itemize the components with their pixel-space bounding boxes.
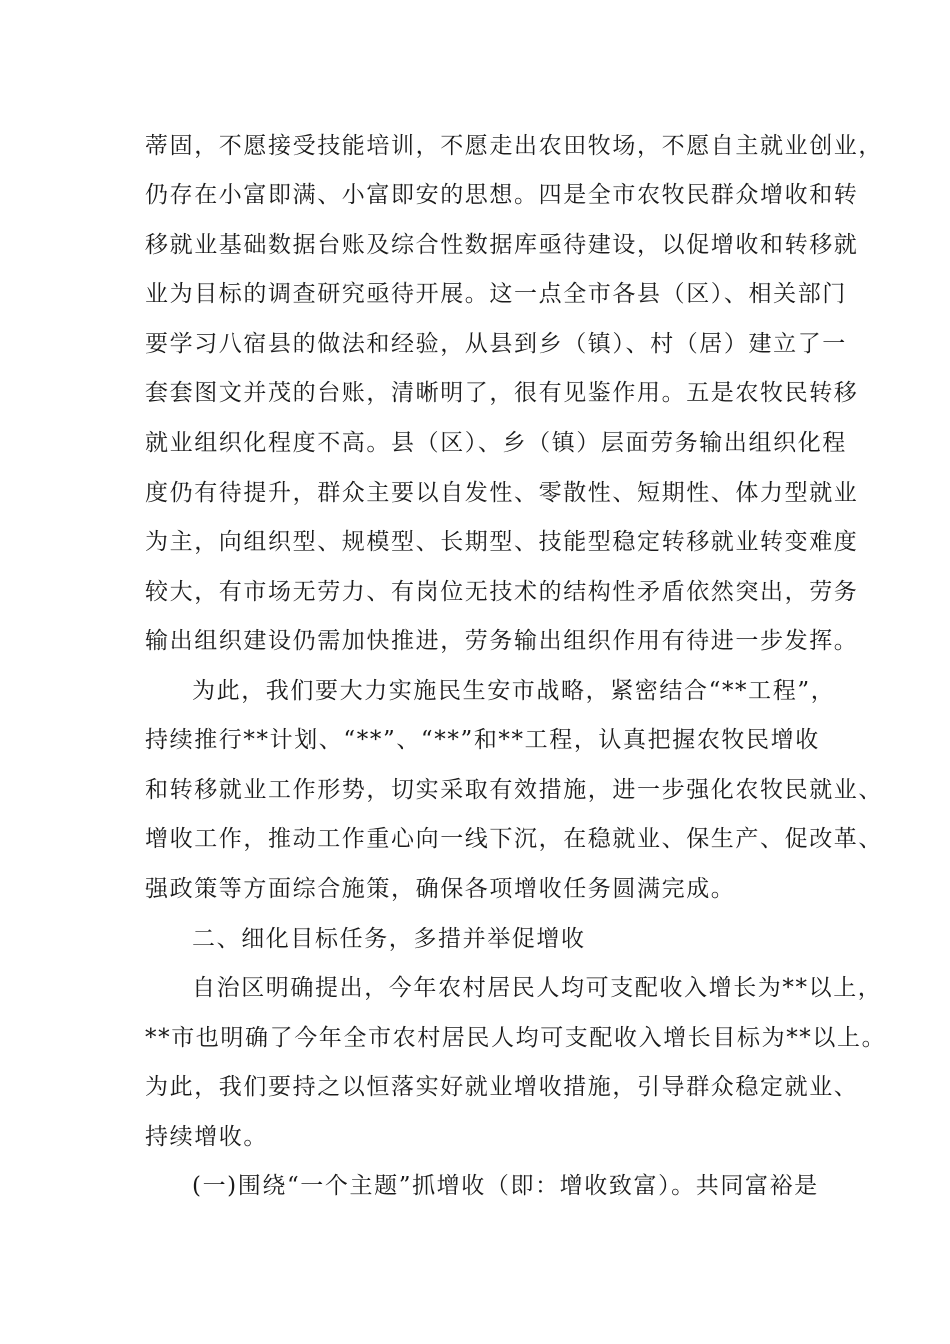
paragraph-line: 增收工作，推动工作重心向一线下沉，在稳就业、保生产、促改革、 bbox=[145, 826, 883, 852]
paragraph-line: 要学习八宿县的做法和经验，从县到乡（镇）、村（居）建立了一 bbox=[145, 331, 847, 357]
paragraph-line: 业为目标的调查研究亟待开展。这一点全市各县（区）、相关部门 bbox=[145, 281, 847, 307]
section-heading: 二、细化目标任务，多措并举促增收 bbox=[192, 926, 586, 952]
paragraph-line: 较大，有市场无劳力、有岗位无技术的结构性矛盾依然突出，劳务 bbox=[145, 579, 859, 605]
paragraph-line: 度仍有待提升，群众主要以自发性、零散性、短期性、体力型就业 bbox=[145, 480, 859, 506]
paragraph-line: 蒂固，不愿接受技能培训，不愿走出农田牧场，不愿自主就业创业， bbox=[145, 133, 883, 159]
paragraph-line: 持续推行**计划、“**”、“**”和**工程，认真把握农牧民增收 bbox=[145, 727, 820, 753]
paragraph-line: 为主，向组织型、规模型、长期型、技能型稳定转移就业转变难度 bbox=[145, 529, 859, 555]
paragraph-line: 套套图文并茂的台账，清晰明了，很有见鉴作用。五是农牧民转移 bbox=[145, 380, 859, 406]
paragraph-line: 持续增收。 bbox=[145, 1124, 268, 1150]
subsection-line: (一)围绕“一个主题”抓增收（即：增收致富）。共同富裕是 bbox=[192, 1173, 819, 1199]
paragraph-line: 强政策等方面综合施策，确保各项增收任务圆满完成。 bbox=[145, 876, 736, 902]
paragraph-line: 输出组织建设仍需加快推进，劳务输出组织作用有待进一步发挥。 bbox=[145, 628, 859, 654]
paragraph-line: 仍存在小富即满、小富即安的思想。四是全市农牧民群众增收和转 bbox=[145, 182, 859, 208]
paragraph-line: 移就业基础数据台账及综合性数据库亟待建设，以促增收和转移就 bbox=[145, 232, 859, 258]
paragraph-line-indented: 自治区明确提出，今年农村居民人均可支配收入增长为**以上， bbox=[192, 975, 883, 1001]
paragraph-line: 就业组织化程度不高。县（区）、乡（镇）层面劳务输出组织化程 bbox=[145, 430, 847, 456]
paragraph-line-indented: 为此，我们要大力实施民生安市战略，紧密结合“**工程”， bbox=[192, 678, 836, 704]
paragraph-line: **市也明确了今年全市农村居民人均可支配收入增长目标为**以上。 bbox=[145, 1025, 887, 1051]
paragraph-line: 和转移就业工作形势，切实采取有效措施，进一步强化农牧民就业、 bbox=[145, 777, 883, 803]
paragraph-line: 为此，我们要持之以恒落实好就业增收措施，引导群众稳定就业、 bbox=[145, 1074, 859, 1100]
